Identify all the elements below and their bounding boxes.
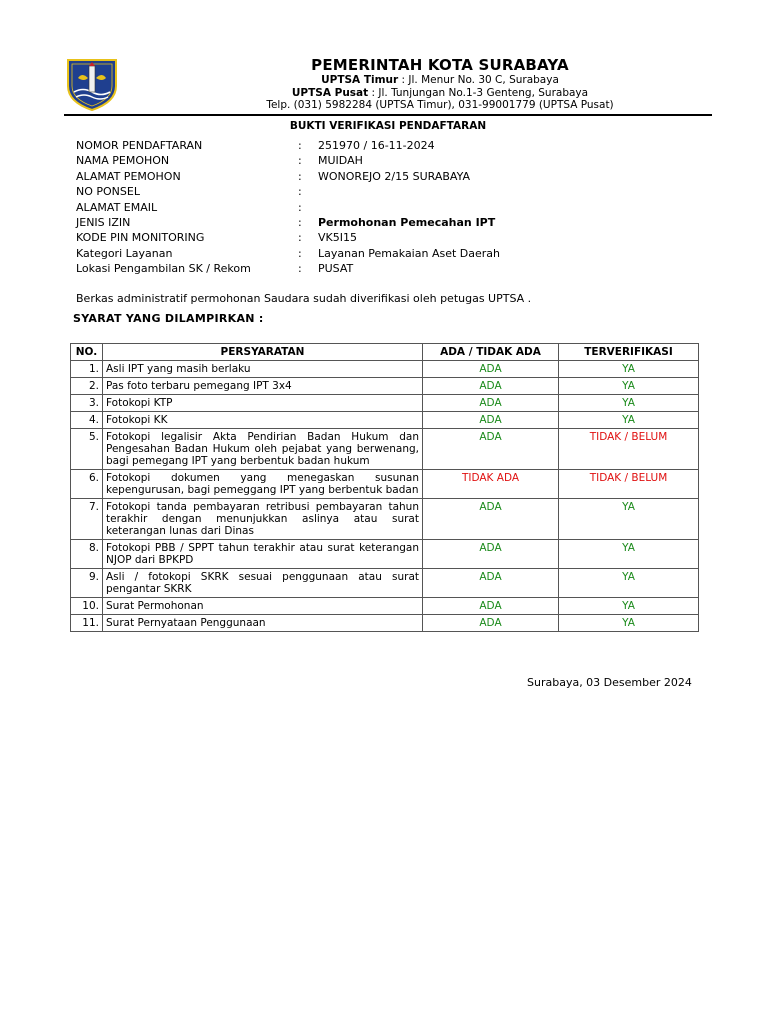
row-verified: YA: [559, 540, 699, 569]
row-requirement: Fotokopi KK: [103, 412, 423, 429]
info-colon: :: [298, 154, 302, 168]
info-row-registration-number: [76, 138, 676, 153]
row-number: 5.: [71, 429, 103, 470]
info-colon: :: [298, 231, 302, 245]
row-number: 7.: [71, 499, 103, 540]
row-number: 9.: [71, 569, 103, 598]
info-value: 251970 / 16-11-2024: [318, 139, 435, 152]
header-availability: ADA / TIDAK ADA: [423, 344, 559, 361]
row-verified: YA: [559, 598, 699, 615]
document-title: BUKTI VERIFIKASI PENDAFTARAN: [289, 120, 487, 132]
info-value: VK5I15: [318, 231, 357, 245]
date-line: Surabaya, 03 Desember 2024: [527, 676, 692, 689]
info-row-pickup-location: [76, 261, 676, 276]
row-number: 1.: [71, 361, 103, 378]
row-verified: TIDAK / BELUM: [559, 429, 699, 470]
table-row: [71, 569, 699, 598]
row-verified: YA: [559, 499, 699, 540]
info-label: Lokasi Pengambilan SK / Rekom: [76, 262, 251, 276]
info-row-phone: [76, 184, 676, 199]
letterhead: [260, 56, 620, 112]
table-row: [71, 412, 699, 429]
info-label: NOMOR PENDAFTARAN: [76, 139, 203, 152]
uptsa-pusat-line: [260, 87, 620, 100]
row-verified: YA: [559, 412, 699, 429]
row-number: 2.: [71, 378, 103, 395]
info-label: ALAMAT EMAIL: [76, 200, 158, 214]
row-verified: TIDAK / BELUM: [559, 470, 699, 499]
info-row-permit-type: [76, 215, 676, 230]
row-availability: ADA: [423, 361, 559, 378]
info-row-email: [76, 200, 676, 215]
row-availability: ADA: [423, 429, 559, 470]
row-availability: ADA: [423, 378, 559, 395]
uptsa-timur-label: UPTSA Timur: [321, 74, 399, 86]
row-number: 11.: [71, 615, 103, 632]
table-row: [71, 361, 699, 378]
requirements-title: SYARAT YANG DILAMPIRKAN :: [73, 312, 264, 325]
row-number: 8.: [71, 540, 103, 569]
row-availability: TIDAK ADA: [423, 470, 559, 499]
row-requirement: Fotokopi KTP: [103, 395, 423, 412]
row-requirement: Surat Permohonan: [103, 598, 423, 615]
header-divider: [64, 114, 712, 116]
info-colon: :: [298, 169, 302, 183]
info-row-service-category: [76, 246, 676, 261]
table-header-row: [71, 344, 699, 361]
row-requirement: Fotokopi tanda pembayaran retribusi pembayaran tahun terakhir dengan menunjukkan aslinya atau surat keterangan lunas dari Dinas: [103, 499, 423, 540]
row-availability: ADA: [423, 569, 559, 598]
info-colon: :: [298, 246, 302, 260]
verification-note: Berkas administratif permohonan Saudara sudah diverifikasi oleh petugas UPTSA .: [76, 292, 532, 305]
table-row: [71, 429, 699, 470]
row-verified: YA: [559, 395, 699, 412]
row-requirement: Asli IPT yang masih berlaku: [103, 361, 423, 378]
row-verified: YA: [559, 615, 699, 632]
registration-info: [76, 138, 676, 277]
row-availability: ADA: [423, 499, 559, 540]
header-verified: TERVERIFIKASI: [559, 344, 699, 361]
info-row-applicant-address: [76, 169, 676, 184]
uptsa-pusat-label: UPTSA Pusat: [291, 86, 369, 99]
surabaya-crest-icon: [64, 56, 120, 112]
row-verified: YA: [559, 569, 699, 598]
info-label: Kategori Layanan: [76, 246, 173, 260]
table-row: [71, 598, 699, 615]
government-title: PEMERINTAH KOTA SURABAYA: [311, 56, 569, 74]
row-requirement: Fotokopi dokumen yang menegaskan susunan kepengurusan, bagi pemeggang IPT yang berbentuk badan: [103, 470, 423, 499]
row-verified: YA: [559, 361, 699, 378]
row-availability: ADA: [423, 395, 559, 412]
row-number: 3.: [71, 395, 103, 412]
table-row: [71, 395, 699, 412]
info-value: Permohonan Pemecahan IPT: [318, 215, 496, 229]
row-availability: ADA: [423, 598, 559, 615]
row-requirement: Fotokopi legalisir Akta Pendirian Badan Hukum dan Pengesahan Badan Hukum oleh pejabat yang berwenang, bagi pemegang IPT yang berbentuk badan hukum: [103, 429, 423, 470]
table-row: [71, 540, 699, 569]
info-value: MUIDAH: [318, 154, 363, 168]
row-availability: ADA: [423, 615, 559, 632]
info-label: NO PONSEL: [76, 185, 140, 199]
requirements-table: [70, 343, 699, 632]
info-colon: :: [298, 215, 302, 229]
header-no: NO.: [71, 344, 103, 361]
info-row-pin: [76, 230, 676, 245]
table-row: [71, 499, 699, 540]
info-label: JENIS IZIN: [76, 215, 131, 229]
uptsa-pusat-address: : Jl. Tunjungan No.1-3 Genteng, Surabaya: [368, 86, 589, 99]
row-requirement: Surat Pernyataan Penggunaan: [103, 615, 423, 632]
table-row: [71, 470, 699, 499]
row-number: 10.: [71, 598, 103, 615]
info-value: WONOREJO 2/15 SURABAYA: [318, 169, 470, 183]
info-row-applicant-name: [76, 153, 676, 168]
info-value: Layanan Pemakaian Aset Daerah: [318, 246, 500, 260]
row-verified: YA: [559, 378, 699, 395]
info-label: NAMA PEMOHON: [76, 154, 170, 168]
header-requirement: PERSYARATAN: [103, 344, 423, 361]
info-colon: :: [298, 139, 302, 152]
row-availability: ADA: [423, 540, 559, 569]
row-availability: ADA: [423, 412, 559, 429]
row-number: 4.: [71, 412, 103, 429]
info-label: ALAMAT PEMOHON: [76, 169, 181, 183]
info-label: KODE PIN MONITORING: [76, 231, 205, 245]
row-requirement: Asli / fotokopi SKRK sesuai penggunaan atau surat pengantar SKRK: [103, 569, 423, 598]
row-requirement: Fotokopi PBB / SPPT tahun terakhir atau surat keterangan NJOP dari BPKPD: [103, 540, 423, 569]
uptsa-timur-address: : Jl. Menur No. 30 C, Surabaya: [398, 74, 559, 86]
info-colon: :: [298, 262, 302, 276]
uptsa-timur-line: [260, 74, 620, 87]
info-colon: :: [298, 185, 302, 199]
info-colon: :: [298, 200, 302, 214]
phone-line: Telp. (031) 5982284 (UPTSA Timur), 031-99001779 (UPTSA Pusat): [266, 99, 614, 111]
table-row: [71, 378, 699, 395]
row-requirement: Pas foto terbaru pemegang IPT 3x4: [103, 378, 423, 395]
row-number: 6.: [71, 470, 103, 499]
info-value: PUSAT: [318, 262, 354, 276]
table-row: [71, 615, 699, 632]
